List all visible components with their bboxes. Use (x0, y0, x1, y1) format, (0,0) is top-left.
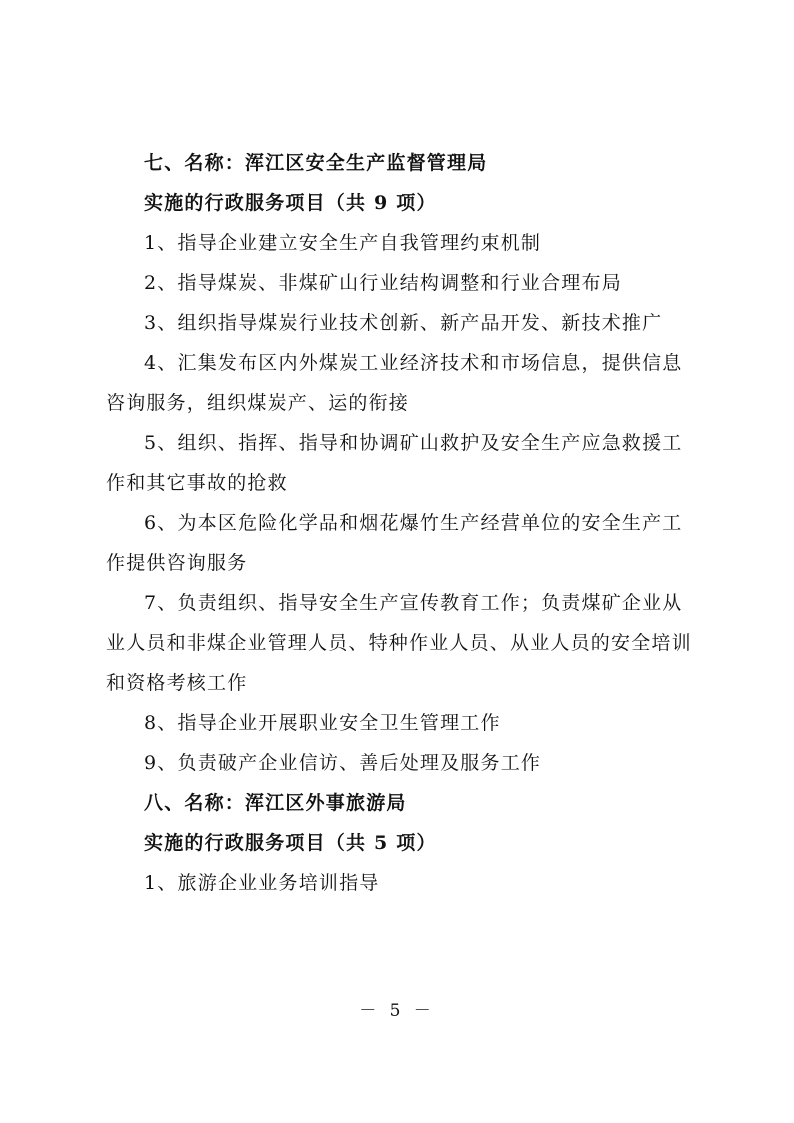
page-number: － 5 － (359, 1001, 435, 1021)
section-7-subtitle: 实施的行政服务项目（共 9 项） (144, 192, 437, 214)
section-8-subtitle: 实施的行政服务项目（共 5 项） (144, 832, 437, 854)
section-7-item-4: 4、汇集发布区内外煤炭工业经济技术和市场信息，提供信息咨询服务，组织煤炭产、运的衔接 (106, 352, 683, 414)
section-7-item-9: 9、负责破产企业信访、善后处理及服务工作 (144, 752, 542, 774)
section-7-item-3: 3、组织指导煤炭行业技术创新、新产品开发、新技术推广 (144, 312, 663, 334)
section-7-item-5: 5、组织、指挥、指导和协调矿山救护及安全生产应急救援工作和其它事故的抢救 (106, 432, 683, 494)
section-7-item-6: 6、为本区危险化学品和烟花爆竹生产经营单位的安全生产工作提供咨询服务 (106, 512, 683, 574)
section-7-item-1: 1、指导企业建立安全生产自我管理约束机制 (144, 232, 542, 254)
section-7-item-8: 8、指导企业开展职业安全卫生管理工作 (144, 712, 501, 734)
section-8-item-1: 1、旅游企业业务培训指导 (144, 872, 380, 894)
section-7-title: 七、名称：浑江区安全生产监督管理局 (144, 152, 488, 174)
section-7-item-2: 2、指导煤炭、非煤矿山行业结构调整和行业合理布局 (144, 272, 622, 294)
document-body (106, 143, 702, 903)
section-8-title: 八、名称：浑江区外事旅游局 (144, 792, 407, 814)
section-7-item-7: 7、负责组织、指导安全生产宣传教育工作；负责煤矿企业从业人员和非煤企业管理人员、特种作业人员、从业人员的安全培训和资格考核工作 (106, 592, 692, 694)
